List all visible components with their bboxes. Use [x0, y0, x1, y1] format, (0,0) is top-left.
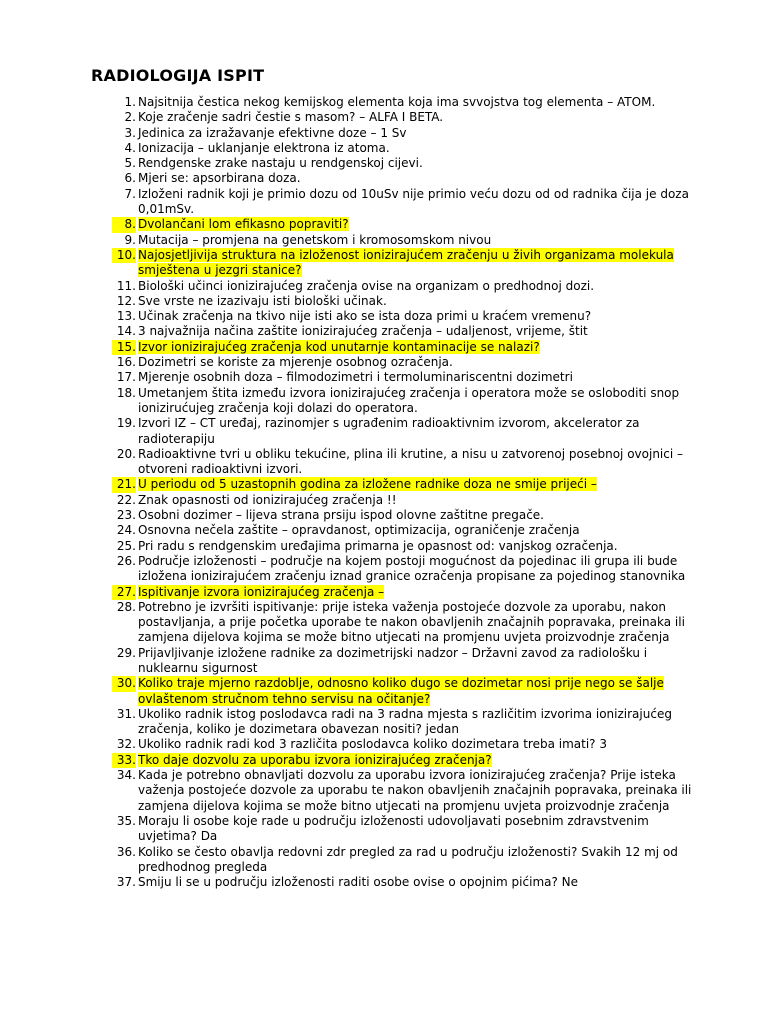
list-item — [112, 646, 697, 677]
item-number: 5. — [124, 156, 136, 171]
item-number: 37. — [116, 875, 136, 890]
highlighted-item-text — [138, 340, 697, 355]
item-text — [138, 737, 697, 752]
item-text — [138, 324, 697, 339]
item-number: 23. — [116, 508, 136, 523]
list-item — [112, 753, 697, 768]
item-text-content: Ukoliko radnik istog poslodavca radi na 3 radna mjesta s različitim izvorima ionizirajućeg zračenja, koliko je dozimetara obavezan nositi? jedan — [138, 706, 672, 737]
list-item — [112, 324, 697, 339]
item-number: 4. — [124, 140, 136, 155]
list-item — [112, 523, 697, 538]
list-item — [112, 416, 697, 447]
item-number: 9. — [124, 232, 136, 247]
item-text-content: Mutacija – promjena na genetskom i kromosomskom nivou — [138, 232, 492, 247]
list-item — [112, 95, 697, 110]
item-text-content: Ispitivanje izvora ionizirajućeg zračenja – — [138, 584, 385, 599]
item-number: 19. — [116, 416, 136, 431]
item-text-content: Mjerenje osobnih doza – filmodozimetri i termoluminariscentni dozimetri — [138, 370, 573, 385]
item-text — [138, 187, 697, 218]
page-title: RADIOLOGIJA ISPIT — [91, 66, 265, 85]
item-text-content: Koje zračenje sadri čestie s masom? – ALFA I BETA. — [138, 110, 444, 125]
item-text — [138, 95, 697, 110]
list-item — [112, 217, 697, 232]
list-item — [112, 875, 697, 890]
item-text — [138, 554, 697, 585]
list-item — [112, 845, 697, 876]
item-text — [138, 355, 697, 370]
item-text — [138, 110, 697, 125]
item-text-content: Potrebno je izvršiti ispitivanje: prije isteka važenja postojeće dozvole za uporabu, nakon postavljanja, a prije početka uporabe te nakon obavljenih značajnih popravaka, preinaka ili zamjena dijelova kojima se može bitno utjecati na promjenu uvjeta proizvodnje zračenja — [138, 599, 685, 645]
item-number: 25. — [116, 538, 136, 553]
list-item — [112, 554, 697, 585]
list-item — [112, 447, 697, 478]
item-text-content: Biološki učinci ionizirajućeg zračenja ovise na organizam o predhodnoj dozi. — [138, 278, 595, 293]
list-item — [112, 126, 697, 141]
list-item — [112, 340, 697, 355]
list-item — [112, 737, 697, 752]
highlighted-item-text — [138, 477, 697, 492]
item-text-content: Najsitnija čestica nekog kemijskog elementa koja ima svvojstva tog elementa – ATOM. — [138, 95, 656, 109]
list-item — [112, 493, 697, 508]
item-number: 26. — [116, 553, 136, 568]
item-text — [138, 707, 697, 738]
list-item — [112, 171, 697, 186]
item-text — [138, 768, 697, 814]
item-text — [138, 845, 697, 876]
highlighted-item-text — [138, 585, 697, 600]
item-text-content: Najosjetljivija struktura na izloženost ionizirajućem zračenju u živih organizama molekula smještena u jezgri stanice? — [138, 247, 674, 278]
item-text-content: Područje izloženosti – područje na kojem postoji mogućnost da pojedinac ili grupa ili bude izložena ionizirajućem zračenju iznad granice ozračenja propisane za pojedinog stanovnika — [138, 553, 686, 584]
item-text — [138, 600, 697, 646]
item-text-content: Pri radu s rendgenskim uređajima primarna je opasnost od: vanjskog ozračenja. — [138, 538, 618, 553]
item-text-content: Koliko se često obavlja redovni zdr pregled za rad u području izloženosti? Svakih 12 mj od predhodnog pregleda — [138, 844, 678, 874]
item-number: 30. — [112, 676, 136, 691]
item-number: 24. — [116, 523, 136, 538]
item-number: 35. — [116, 813, 136, 828]
item-text — [138, 416, 697, 447]
item-number: 7. — [124, 186, 136, 201]
item-text-content: Sve vrste ne izazivaju isti biološki učinak. — [138, 293, 387, 308]
list-item — [112, 156, 697, 171]
item-text — [138, 493, 697, 508]
item-text-content: Izvor ionizirajućeg zračenja kod unutarnje kontaminacije se nalazi? — [138, 339, 540, 354]
item-number: 12. — [116, 293, 136, 308]
item-number: 36. — [116, 844, 136, 859]
item-text-content: Znak opasnosti od ionizirajućeg zračenja !! — [138, 492, 397, 507]
list-item — [112, 585, 697, 600]
item-text-content: Učinak zračenja na tkivo nije isti ako se ista doza primi u kraćem vremenu? — [138, 309, 592, 324]
highlighted-item-text — [138, 217, 697, 232]
item-text — [138, 370, 697, 385]
question-list — [112, 95, 697, 890]
list-item — [112, 814, 697, 845]
item-text-content: Osobni dozimer – lijeva strana prsiju ispod olovne zaštitne pregače. — [138, 508, 544, 523]
item-text-content: Osnovna nečela zaštite – opravdanost, optimizacija, ograničenje zračenja — [138, 523, 580, 538]
item-text — [138, 447, 697, 478]
item-number: 28. — [116, 599, 136, 614]
item-text-content: Mjeri se: apsorbirana doza. — [138, 171, 301, 186]
list-item — [112, 477, 697, 492]
item-number: 13. — [116, 309, 136, 324]
item-number: 18. — [116, 385, 136, 400]
item-text-content: Koliko traje mjerno razdoblje, odnosno koliko dugo se dozimetar nosi prije nego se šalje ovlaštenom stručnom tehno servisu na očitanje? — [138, 676, 664, 706]
list-item — [112, 508, 697, 523]
list-item — [112, 539, 697, 554]
item-text-content: Smiju li se u području izloženosti raditi osobe ovise o opojnim pićima? Ne — [138, 875, 579, 890]
item-text-content: 3 najvažnija načina zaštite ionizirajućeg zračenja – udaljenost, vrijeme, štit — [138, 324, 588, 339]
item-text — [138, 539, 697, 554]
item-text — [138, 508, 697, 523]
item-text — [138, 126, 697, 141]
list-item — [112, 309, 697, 324]
item-number: 10. — [112, 248, 136, 263]
list-item — [112, 355, 697, 370]
list-item — [112, 279, 697, 294]
item-text — [138, 309, 697, 324]
item-text-content: Prijavljivanje izložene radnike za dozimetrijski nadzor – Državni zavod za radiološku i nuklearnu sigurnost — [138, 645, 648, 675]
list-item — [112, 370, 697, 385]
item-text-content: Jedinica za izražavanje efektivne doze – 1 Sv — [138, 125, 407, 140]
list-item — [112, 768, 697, 814]
item-number: 15. — [112, 340, 136, 355]
list-item — [112, 141, 697, 156]
item-number: 22. — [116, 492, 136, 507]
item-number: 11. — [116, 278, 136, 293]
item-text — [138, 156, 697, 171]
item-text — [138, 875, 697, 890]
list-item — [112, 600, 697, 646]
item-number: 6. — [124, 171, 136, 186]
item-text-content: Dozimetri se koriste za mjerenje osobnog ozračenja. — [138, 355, 453, 370]
item-number: 21. — [112, 477, 136, 492]
item-text-content: Izloženi radnik koji je primio dozu od 10uSv nije primio veću dozu od od radnika čija je doza 0,01mSv. — [138, 186, 689, 217]
item-text-content: Dvolančani lom efikasno popraviti? — [138, 217, 349, 232]
item-text — [138, 814, 697, 845]
highlighted-item-text — [138, 248, 697, 279]
item-text — [138, 294, 697, 309]
item-number: 34. — [116, 768, 136, 783]
item-number: 33. — [112, 753, 136, 768]
item-text — [138, 141, 697, 156]
item-text-content: Moraju li osobe koje rade u području izloženosti udovoljavati posebnim zdravstvenim uvjetima? Da — [138, 813, 649, 844]
item-number: 3. — [124, 125, 136, 140]
item-number: 31. — [116, 706, 136, 721]
item-text — [138, 523, 697, 538]
list-item — [112, 294, 697, 309]
list-item — [112, 386, 697, 417]
item-text — [138, 233, 697, 248]
list-item — [112, 676, 697, 707]
list-item — [112, 707, 697, 738]
item-number: 20. — [116, 446, 136, 461]
item-text-content: Izvori IZ – CT uređaj, razinomjer s ugrađenim radioaktivnim izvorom, akcelerator za radioterapiju — [138, 416, 640, 446]
item-number: 1. — [124, 95, 136, 109]
item-number: 2. — [124, 110, 136, 125]
item-text-content: Radioaktivne tvri u obliku tekućine, plina ili krutine, a nisu u zatvorenoj posebnoj ovojnici – otvoreni radioaktivni izvori. — [138, 446, 684, 477]
list-item — [112, 233, 697, 248]
item-text-content: Rendgenske zrake nastaju u rendgenskoj cijevi. — [138, 156, 423, 171]
list-item — [112, 248, 697, 279]
item-text-content: Ukoliko radnik radi kod 3 različita poslodavca koliko dozimetara treba imati? 3 — [138, 737, 607, 752]
item-number: 14. — [116, 324, 136, 339]
highlighted-item-text — [138, 753, 697, 768]
item-number: 17. — [116, 370, 136, 385]
item-text — [138, 279, 697, 294]
item-text-content: Umetanjem štita između izvora ionizirajućeg zračenja i operatora može se osloboditi snop ionizirućujeg zračenja koji dolazi do operatora. — [138, 385, 680, 415]
item-text — [138, 386, 697, 417]
list-item — [112, 110, 697, 125]
item-number: 8. — [112, 217, 136, 232]
highlighted-item-text — [138, 676, 697, 707]
item-text-content: Ionizacija – uklanjanje elektrona iz atoma. — [138, 140, 390, 155]
item-number: 32. — [116, 737, 136, 752]
item-text — [138, 646, 697, 677]
item-number: 16. — [116, 355, 136, 370]
item-text-content: Kada je potrebno obnavljati dozvolu za uporabu izvora ionizirajućeg zračenja? Prije isteka važenja postojeće dozvole za uporabu te nakon obavljenih značajnih popravaka, preinaka ili zamjena dijelova kojima se može bitno utjecati na promjenu uvjeta proizvodnje zračenja — [138, 768, 692, 813]
item-text-content: Tko daje dozvolu za uporabu izvora ionizirajućeg zračenja? — [138, 752, 492, 767]
item-text — [138, 171, 697, 186]
item-text-content: U periodu od 5 uzastopnih godina za izložene radnike doza ne smije prijeći – — [138, 477, 597, 492]
item-number: 29. — [116, 645, 136, 660]
item-number: 27. — [112, 585, 136, 600]
list-item — [112, 187, 697, 218]
